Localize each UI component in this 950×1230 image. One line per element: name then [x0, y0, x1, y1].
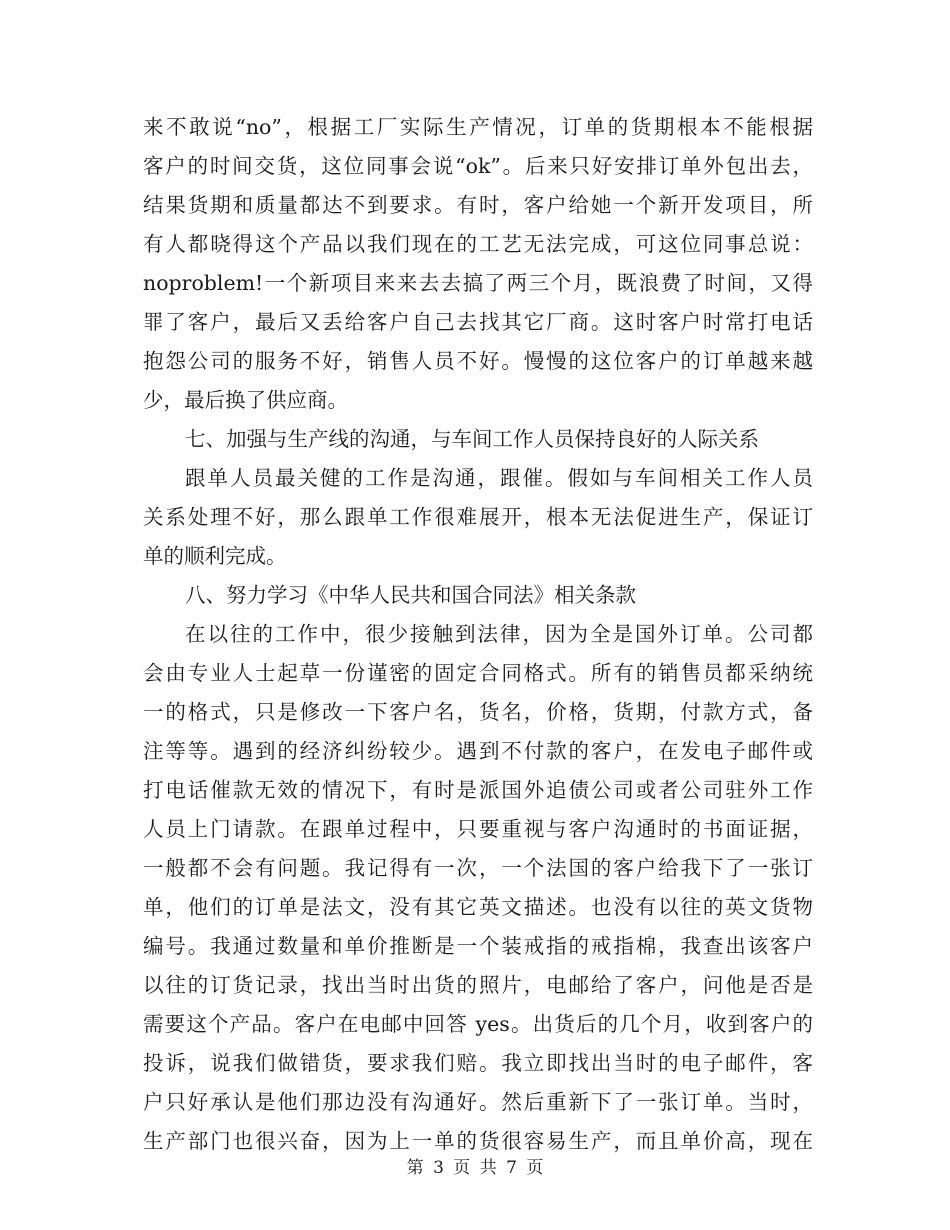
text-line: 来不敢说“no”，根据工厂实际生产情况，订单的货期根本不能根据 [143, 115, 813, 139]
text-line: 一般都不会有问题。我记得有一次，一个法国的客户给我下了一张订 [143, 856, 813, 880]
text-line: 注等等。遇到的经济纠纷较少。遇到不付款的客户，在发电子邮件或 [143, 739, 813, 763]
text-line: 在以往的工作中，很少接触到法律，因为全是国外订单。公司都 [185, 622, 813, 646]
text-line: 抱怨公司的服务不好，销售人员不好。慢慢的这位客户的订单越来越 [143, 349, 813, 373]
text-line: 人员上门请款。在跟单过程中，只要重视与客户沟通时的书面证据， [143, 817, 813, 841]
text-line: 少，最后换了供应商。 [143, 388, 348, 412]
text-line: 结果货期和质量都达不到要求。有时，客户给她一个新开发项目，所 [143, 193, 813, 217]
text-line: 打电话催款无效的情况下，有时是派国外追债公司或者公司驻外工作 [143, 778, 813, 802]
text-line: 客户的时间交货，这位同事会说“ok”。后来只好安排订单外包出去， [143, 154, 813, 178]
text-line: 以往的订货记录，找出当时出货的照片，电邮给了客户，问他是否是 [143, 973, 813, 997]
page-number-footer: 第 3 页 共 7 页 [406, 1158, 544, 1178]
text-line: 单的顺利完成。 [143, 544, 287, 568]
text-line: noproblem!一个新项目来来去去搞了两三个月，既浪费了时间，又得 [143, 271, 813, 295]
text-line: 投诉，说我们做错货，要求我们赔。我立即找出当时的电子邮件，客 [143, 1051, 813, 1075]
text-line: 关系处理不好，那么跟单工作很难展开，根本无法促进生产，保证订 [143, 505, 813, 529]
text-line: 一的格式，只是修改一下客户名，货名，价格，货期，付款方式，备 [143, 700, 813, 724]
section-heading-7: 七、加强与生产线的沟通，与车间工作人员保持良好的人际关系 [185, 427, 759, 451]
text-line: 户只好承认是他们那边没有沟通好。然后重新下了一张订单。当时， [143, 1090, 813, 1114]
text-line: 罪了客户，最后又丢给客户自己去找其它厂商。这时客户时常打电话 [143, 310, 813, 334]
section-heading-8: 八、努力学习《中华人民共和国合同法》相关条款 [185, 583, 636, 607]
text-line: 单，他们的订单是法文，没有其它英文描述。也没有以往的英文货物 [143, 895, 813, 919]
text-line: 需要这个产品。客户在电邮中回答 yes。出货后的几个月，收到客户的 [143, 1012, 813, 1036]
text-line: 有人都晓得这个产品以我们现在的工艺无法完成，可这位同事总说： [143, 232, 813, 256]
text-line: 编号。我通过数量和单价推断是一个装戒指的戒指棉，我查出该客户 [143, 934, 813, 958]
body-text [143, 108, 813, 1161]
text-line: 跟单人员最关健的工作是沟通，跟催。假如与车间相关工作人员 [185, 466, 813, 490]
text-line: 会由专业人士起草一份谨密的固定合同格式。所有的销售员都采纳统 [143, 661, 813, 685]
text-line: 生产部门也很兴奋，因为上一单的货很容易生产，而且单价高，现在 [143, 1129, 813, 1153]
